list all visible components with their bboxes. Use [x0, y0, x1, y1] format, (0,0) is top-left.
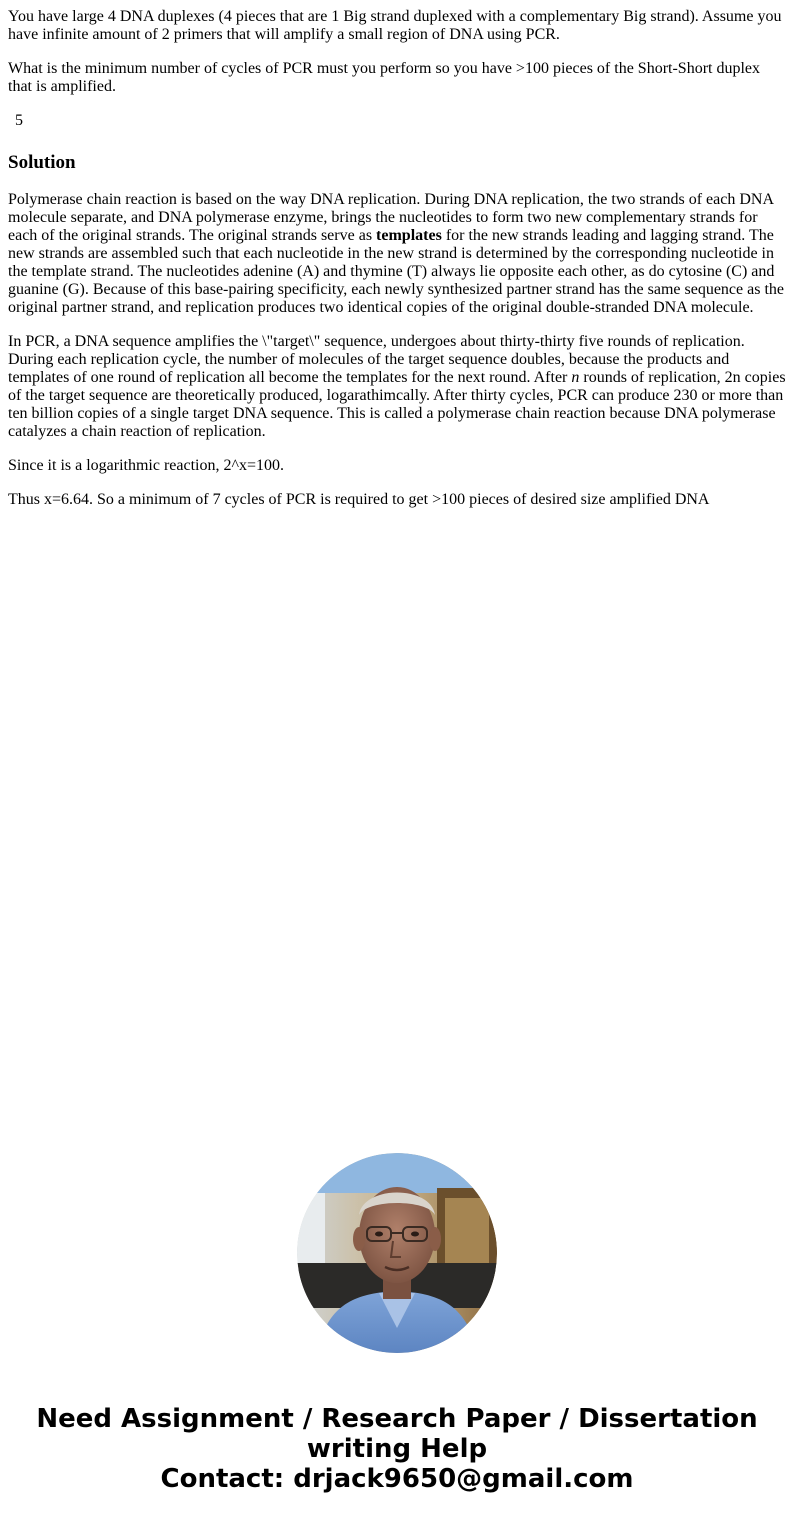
document-body	[8, 8, 786, 525]
solution-paragraph-2	[8, 333, 786, 441]
solution-p1-bold: templates	[376, 227, 442, 244]
solution-heading: Solution	[8, 152, 76, 173]
promo-banner	[0, 1404, 794, 1494]
promo-line-2: writing Help	[306, 1434, 488, 1464]
author-photo-image	[297, 1153, 497, 1353]
promo-line-1: Need Assignment / Research Paper / Dissertation	[36, 1404, 758, 1434]
solution-paragraph-1	[8, 191, 786, 317]
promo-contact: Contact: drjack9650@gmail.com	[160, 1464, 634, 1494]
question-paragraph-1: You have large 4 DNA duplexes (4 pieces that are 1 Big strand duplexed with a complementary Big strand). Assume you have infinite amount of 2 primers that will amplify a small region of DNA using PCR.	[8, 8, 782, 43]
solution-p1-text-a: Polymerase chain reaction is based on the way DNA replication. During DNA replication, the two strands of each DNA molecule separate, and DNA polymerase enzyme, brings the nucleotides to form two new complementary strands for each of the original strands. The original strands serve as	[8, 191, 774, 244]
solution-paragraph-3: Since it is a logarithmic reaction, 2^x=100.	[8, 457, 285, 474]
solution-p1-text-b: for the new strands leading and lagging strand. The new strands are assembled such that each nucleotide in the new strand is determined by the corresponding nucleotide in the template strand. The nucleotides adenine (A) and thymine (T) always lie opposite each other, as do cytosine (C) and guanine (G). Because of this base-pairing specificity, each newly synthesized partner strand has the same sequence as the original partner strand, and replication produces two identical copies of the original double-stranded DNA molecule.	[8, 227, 785, 316]
solution-p2-text-a: In PCR, a DNA sequence amplifies the \"target\" sequence, undergoes about thirty-thirty five rounds of replication. During each replication cycle, the number of molecules of the target sequence doubles, because the products and templates of one round of replication all become the templates for the next round. After	[8, 333, 745, 386]
question-paragraph-2: What is the minimum number of cycles of PCR must you perform so you have >100 pieces of the Short-Short duplex that is amplified.	[8, 60, 761, 95]
author-photo	[297, 1153, 497, 1353]
solution-paragraph-4: Thus x=6.64. So a minimum of 7 cycles of PCR is required to get >100 pieces of desired size amplified DNA	[8, 491, 710, 508]
solution-p2-italic: n	[571, 369, 580, 386]
answer-value: 5	[15, 112, 23, 129]
solution-p2-text-b: rounds of replication, 2n copies of the target sequence are theoretically produced, logarathimcally. After thirty cycles, PCR can produce 230 or more than ten billion copies of a single target DNA sequence. This is called a polymerase chain reaction because DNA polymerase catalyzes a chain reaction of replication.	[8, 369, 786, 440]
